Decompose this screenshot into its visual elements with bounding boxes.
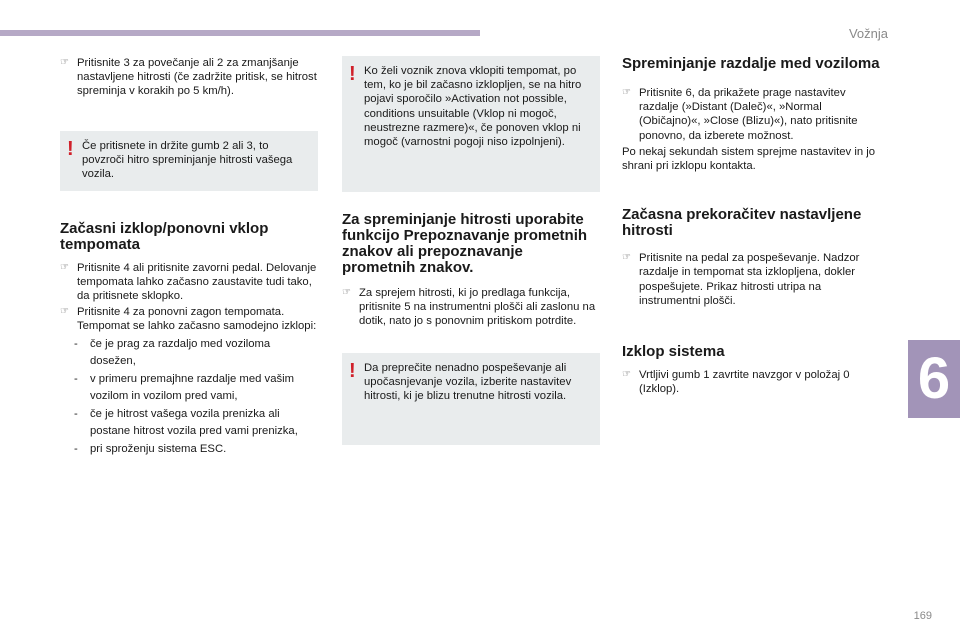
paragraph: Po nekaj sekundah sistem sprejme nastavitev in jo shrani pri izklopu kontakta. [622, 145, 876, 173]
instruction-bullet [622, 368, 884, 396]
warning-text: Če pritisnete in držite gumb 2 ali 3, to povzroči hitro spreminjanje hitrosti vašega vozila. [82, 139, 293, 181]
section-heading: Začasni izklop/ponovni vklop tempomata [60, 219, 269, 253]
section-heading: Za spreminjanje hitrosti uporabite funkcijo Prepoznavanje prometnih znakov ali prepoznavanje prometnih znakov. [342, 211, 588, 276]
hand-point-icon: ☞ [60, 306, 69, 318]
hand-point-icon: ☞ [622, 252, 631, 264]
list-item: - če je hitrost vašega vozila prenizka ali postane hitrost vozila pred vami prenizka, [74, 407, 298, 438]
bullet-text: Pritisnite 3 za povečanje ali 2 za zmanjšanje nastavljene hitrosti (če zadržite pritisk, se hitrost spreminja v korakih po 5 km/h). [77, 57, 317, 98]
exclamation-icon: ! [349, 359, 356, 382]
section-heading: Začasna prekoračitev nastavljene hitrosti [622, 206, 862, 240]
list-item-text: če je hitrost vašega vozila prenizka ali postane hitrost vozila pred vami prenizka, [90, 407, 298, 438]
bullet-text: Pritisnite 4 ali pritisnite zavorni pedal. Delovanje tempomata lahko začasno zaustavite tudi tako, da pritisnete sklopko. [77, 261, 317, 303]
instruction-bullet [60, 56, 318, 99]
hand-point-icon: ☞ [622, 369, 631, 381]
bullet-text: Pritisnite na pedal za pospeševanje. Nadzor razdalje in tempomat sta izklopljena, dokler pospešujete. Prikaz hitrosti utripa na instrumentni plošči. [639, 252, 860, 307]
list-item-text: v primeru premajhne razdalje med vašim vozilom in vozilom pred vami, [90, 372, 295, 403]
warning-box [342, 353, 600, 445]
column-3 [622, 56, 884, 398]
list-item-text: pri sproženju sistema ESC. [90, 442, 227, 455]
page-number: 169 [913, 610, 932, 622]
list-item-text: če je prag za razdaljo med voziloma dosežen, [90, 337, 271, 368]
instruction-bullet [60, 261, 318, 304]
bullet-text: Za sprejem hitrosti, ki jo predlaga funkcija, pritisnite 5 na instrumentni plošči ali zaslonu na dotik, nato jo s ponovnim pritiskom potrdite. [359, 287, 596, 328]
list-item: - če je prag za razdaljo med voziloma dosežen, [74, 337, 271, 368]
condition-list [60, 336, 318, 459]
exclamation-icon: ! [349, 63, 356, 85]
chapter-tab: 6 [908, 340, 960, 418]
hand-point-icon: ☞ [342, 287, 351, 298]
hand-point-icon: ☞ [60, 57, 69, 68]
instruction-bullet [60, 305, 318, 333]
list-item: - v primeru premajhne razdalje med vašim vozilom in vozilom pred vami, [74, 372, 295, 403]
section-label: Vožnja [848, 26, 888, 41]
instruction-bullet [342, 286, 600, 329]
section-heading: Izklop sistema [622, 343, 725, 361]
hand-point-icon: ☞ [60, 261, 69, 273]
column-2 [342, 56, 600, 445]
header-bar [0, 30, 480, 36]
warning-text: Ko želi voznik znova vklopiti tempomat, po tem, ko je bil začasno izklopljen, se na hitro pojavi sporočilo »Activation not possible, conditions unsuitable (Vklop ni mogoč, neustrezne razmere)«, če ponoven vklop ni mogoč (varnostni pogoji niso izpolnjeni). [364, 65, 582, 149]
bullet-text: Vrtljivi gumb 1 zavrtite navzgor v položaj 0 (Izklop). [639, 369, 850, 396]
warning-box [60, 131, 318, 191]
section-heading: Spreminjanje razdalje med voziloma [622, 55, 880, 72]
bullet-text: Pritisnite 6, da prikažete prage nastavitev razdalje (»Distant (Daleč)«, »Normal (Običajno)«, »Close (Blizu)«), nato pritisnite ponovno, da izberete možnost. [639, 87, 858, 142]
list-item: - pri sproženju sistema ESC. [74, 442, 227, 455]
exclamation-icon: ! [67, 137, 74, 160]
column-1 [60, 56, 318, 458]
warning-text: Da preprečite nenadno pospeševanje ali upočasnjevanje vozila, izberite nastavitev hitrosti, ki je blizu trenutne hitrosti vozila. [364, 361, 572, 403]
warning-box [342, 56, 600, 192]
hand-point-icon: ☞ [622, 87, 631, 98]
bullet-text: Pritisnite 4 za ponovni zagon tempomata. Tempomat se lahko začasno samodejno izklopi: [77, 306, 317, 333]
instruction-bullet [622, 86, 884, 143]
instruction-bullet [622, 251, 884, 308]
